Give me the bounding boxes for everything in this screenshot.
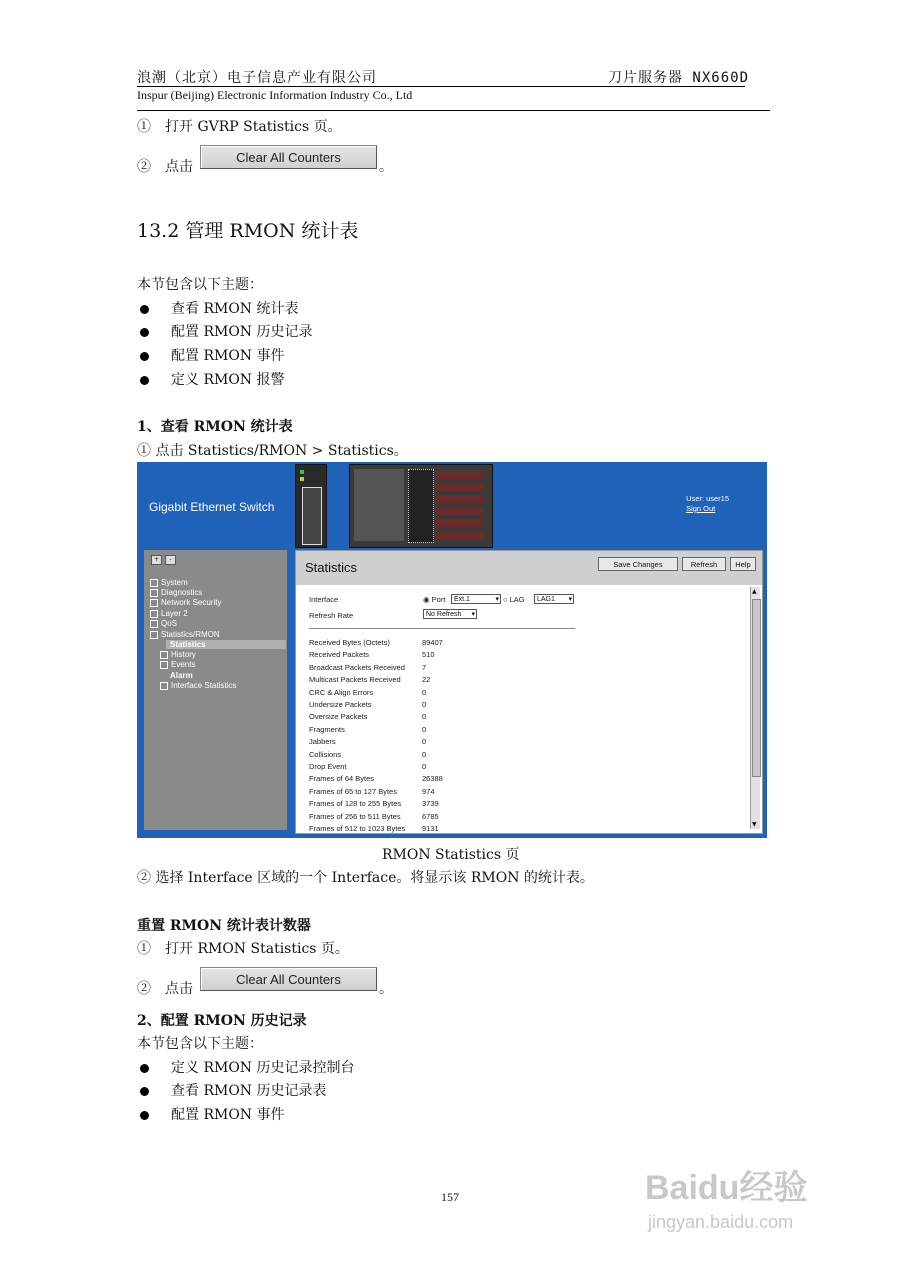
port-select[interactable]: Ext.1 ▾	[451, 594, 501, 604]
stat-row-label: Frames of 512 to 1023 Bytes	[309, 824, 406, 833]
nav-alarm[interactable]: Alarm	[170, 671, 193, 680]
stat-row-value: 0	[422, 700, 427, 709]
stat-row-value: 89407	[422, 638, 443, 647]
user-info	[686, 494, 729, 514]
stat-row-value: 0	[422, 724, 427, 734]
sub2-intro: 本节包含以下主题：	[137, 1036, 263, 1052]
stat-row-label: CRC & Align Errors	[309, 687, 374, 697]
sub1-step2: ② 选择 Interface 区域的一个 Interface。将显示该 RMON 的统计表。	[137, 870, 594, 886]
nav-diagnostics[interactable]: Diagnostics	[150, 588, 202, 597]
nav-statistics[interactable]: Statistics	[166, 640, 286, 649]
lag-radio[interactable]: ○ LAG	[503, 595, 525, 604]
stat-row-label: Received Packets	[309, 650, 370, 660]
stat-row-value: 7	[422, 662, 427, 672]
bullet-icon	[140, 305, 149, 314]
reset-step2-prefix: ② 点击	[137, 981, 193, 997]
gvrp-step1: ① 打开 GVRP Statistics 页。	[137, 119, 342, 135]
scroll-up-icon[interactable]: ▲	[752, 588, 757, 595]
interface-label: Interface	[309, 595, 339, 604]
header-product: 刀片服务器 NX660D	[608, 70, 750, 86]
list-item: 定义 RMON 报警	[140, 369, 285, 389]
clear-all-counters-button[interactable]: Clear All Counters	[200, 967, 377, 991]
stat-row-label: Collisions	[309, 749, 342, 759]
stat-row-value: 0	[422, 737, 427, 747]
nav-statistics-rmon[interactable]: Statistics/RMON	[150, 630, 220, 639]
list-item: 配置 RMON 事件	[140, 1104, 285, 1124]
plus-icon	[150, 589, 158, 597]
stat-row-value: 3739	[422, 799, 439, 809]
gvrp-step2-prefix: ② 点击	[137, 159, 193, 175]
form-divider	[309, 628, 575, 629]
bullet-icon	[140, 1087, 149, 1096]
refresh-rate-label: Refresh Rate	[309, 611, 354, 620]
stat-row-value: 6785	[422, 811, 439, 821]
nav-history[interactable]: History	[160, 650, 196, 659]
save-changes-button[interactable]: Save Changes	[598, 557, 678, 571]
stat-row-value: 22	[422, 675, 431, 685]
plus-icon	[160, 661, 168, 669]
stat-row-value: 0	[422, 712, 427, 722]
nav-network-security[interactable]: Network Security	[150, 598, 221, 607]
stat-row-value: 0	[422, 749, 427, 759]
plus-icon	[150, 620, 158, 628]
nav-system[interactable]: System	[150, 578, 188, 587]
list-item: 配置 RMON 历史记录	[140, 321, 313, 341]
stat-row-label: Frames of 128 to 255 Bytes	[309, 799, 402, 809]
clear-all-counters-button[interactable]: Clear All Counters	[200, 145, 377, 169]
stat-row-value: 0	[422, 762, 427, 771]
baidu-watermark-logo: Baidu经验	[645, 1169, 808, 1207]
collapse-all-icon[interactable]: -	[165, 555, 176, 565]
stat-row-label: Frames of 65 to 127 Bytes	[309, 786, 397, 796]
stat-row-value: 0	[422, 687, 427, 697]
stat-row-value: 9131	[422, 824, 439, 833]
bullet-icon	[140, 376, 149, 385]
header-company-cn: 浪潮（北京）电子信息产业有限公司	[137, 70, 377, 86]
reset-step1: ① 打开 RMON Statistics 页。	[137, 941, 349, 957]
nav-layer2[interactable]: Layer 2	[150, 609, 188, 618]
sign-out-link[interactable]: Sign Out	[686, 504, 716, 513]
section-heading: 13.2 管理 RMON 统计表	[137, 220, 359, 242]
sub1-step1: ① 点击 Statistics/RMON > Statistics。	[137, 443, 408, 459]
stat-row-label: Frames of 256 to 511 Bytes	[309, 811, 401, 821]
list-item: 查看 RMON 历史记录表	[140, 1080, 327, 1100]
expand-all-icon[interactable]: +	[151, 555, 162, 565]
nav-events[interactable]: Events	[160, 660, 195, 669]
statistics-panel	[295, 550, 763, 834]
scroll-down-icon[interactable]: ▼	[752, 821, 757, 828]
plus-icon	[160, 651, 168, 659]
stat-row-label: Undersize Packets	[309, 700, 372, 709]
figure-caption: RMON Statistics 页	[382, 847, 520, 863]
baidu-watermark-url: jingyan.baidu.com	[648, 1212, 794, 1232]
stat-row-label: Fragments	[309, 724, 345, 734]
stat-row-label: Broadcast Packets Received	[309, 662, 405, 672]
stat-row-label: Oversize Packets	[309, 712, 368, 722]
page-number: 157	[441, 1190, 459, 1204]
reset-heading: 重置 RMON 统计表计数器	[137, 918, 311, 934]
bullet-icon	[140, 352, 149, 361]
vertical-scrollbar[interactable]	[750, 587, 760, 829]
panel-title: Statistics	[305, 560, 358, 575]
stat-row-label: Multicast Packets Received	[309, 675, 401, 685]
refresh-button[interactable]: Refresh	[682, 557, 726, 571]
nav-sidebar	[144, 550, 287, 830]
gvrp-step2-suffix: 。	[379, 159, 393, 175]
minus-icon	[150, 631, 158, 639]
panel-header	[296, 551, 762, 585]
plus-icon	[150, 599, 158, 607]
stat-row-label: Jabbers	[309, 737, 336, 747]
radio-empty-icon: ○	[503, 595, 508, 604]
blade-chassis-image	[349, 464, 493, 548]
help-button[interactable]: Help	[730, 557, 756, 571]
section-intro: 本节包含以下主题：	[137, 277, 263, 293]
subsection-heading-2: 2、配置 RMON 历史记录	[137, 1013, 307, 1029]
stat-row-label: Received Bytes (Octets)	[309, 638, 390, 647]
switch-module-image	[295, 464, 327, 548]
bullet-icon	[140, 1111, 149, 1120]
list-item: 查看 RMON 统计表	[140, 298, 299, 318]
stat-row-value: 974	[422, 786, 435, 796]
stat-row-label: Frames of 64 Bytes	[309, 774, 375, 784]
stat-row-label: Drop Event	[309, 762, 347, 771]
plus-icon	[150, 610, 158, 618]
reset-step2-suffix: 。	[379, 981, 393, 997]
stat-row-value: 26388	[422, 774, 443, 784]
app-title: Gigabit Ethernet Switch	[149, 500, 275, 514]
bullet-icon	[140, 328, 149, 337]
refresh-rate-select[interactable]: No Refresh ▾	[423, 609, 477, 619]
header-rule-top	[137, 86, 745, 87]
rmon-statistics-screenshot	[137, 462, 767, 838]
nav-interface-statistics[interactable]: Interface Statistics	[160, 681, 236, 690]
lag-select[interactable]: LAG1 ▾	[534, 594, 574, 604]
stat-row-value: 510	[422, 650, 435, 660]
port-radio[interactable]: ◉ Port	[423, 595, 446, 604]
user-label: User: user15	[686, 494, 729, 503]
plus-icon	[160, 682, 168, 690]
scroll-thumb[interactable]	[752, 599, 761, 777]
nav-qos[interactable]: QoS	[150, 619, 177, 628]
header-company-en: Inspur (Beijing) Electronic Information Industry Co., Ltd	[137, 88, 413, 102]
header-rule-bottom	[137, 110, 770, 111]
list-item: 配置 RMON 事件	[140, 345, 285, 365]
radio-selected-icon: ◉	[423, 595, 430, 604]
list-item: 定义 RMON 历史记录控制台	[140, 1057, 355, 1077]
bullet-icon	[140, 1064, 149, 1073]
plus-icon	[150, 579, 158, 587]
subsection-heading-1: 1、查看 RMON 统计表	[137, 419, 293, 435]
